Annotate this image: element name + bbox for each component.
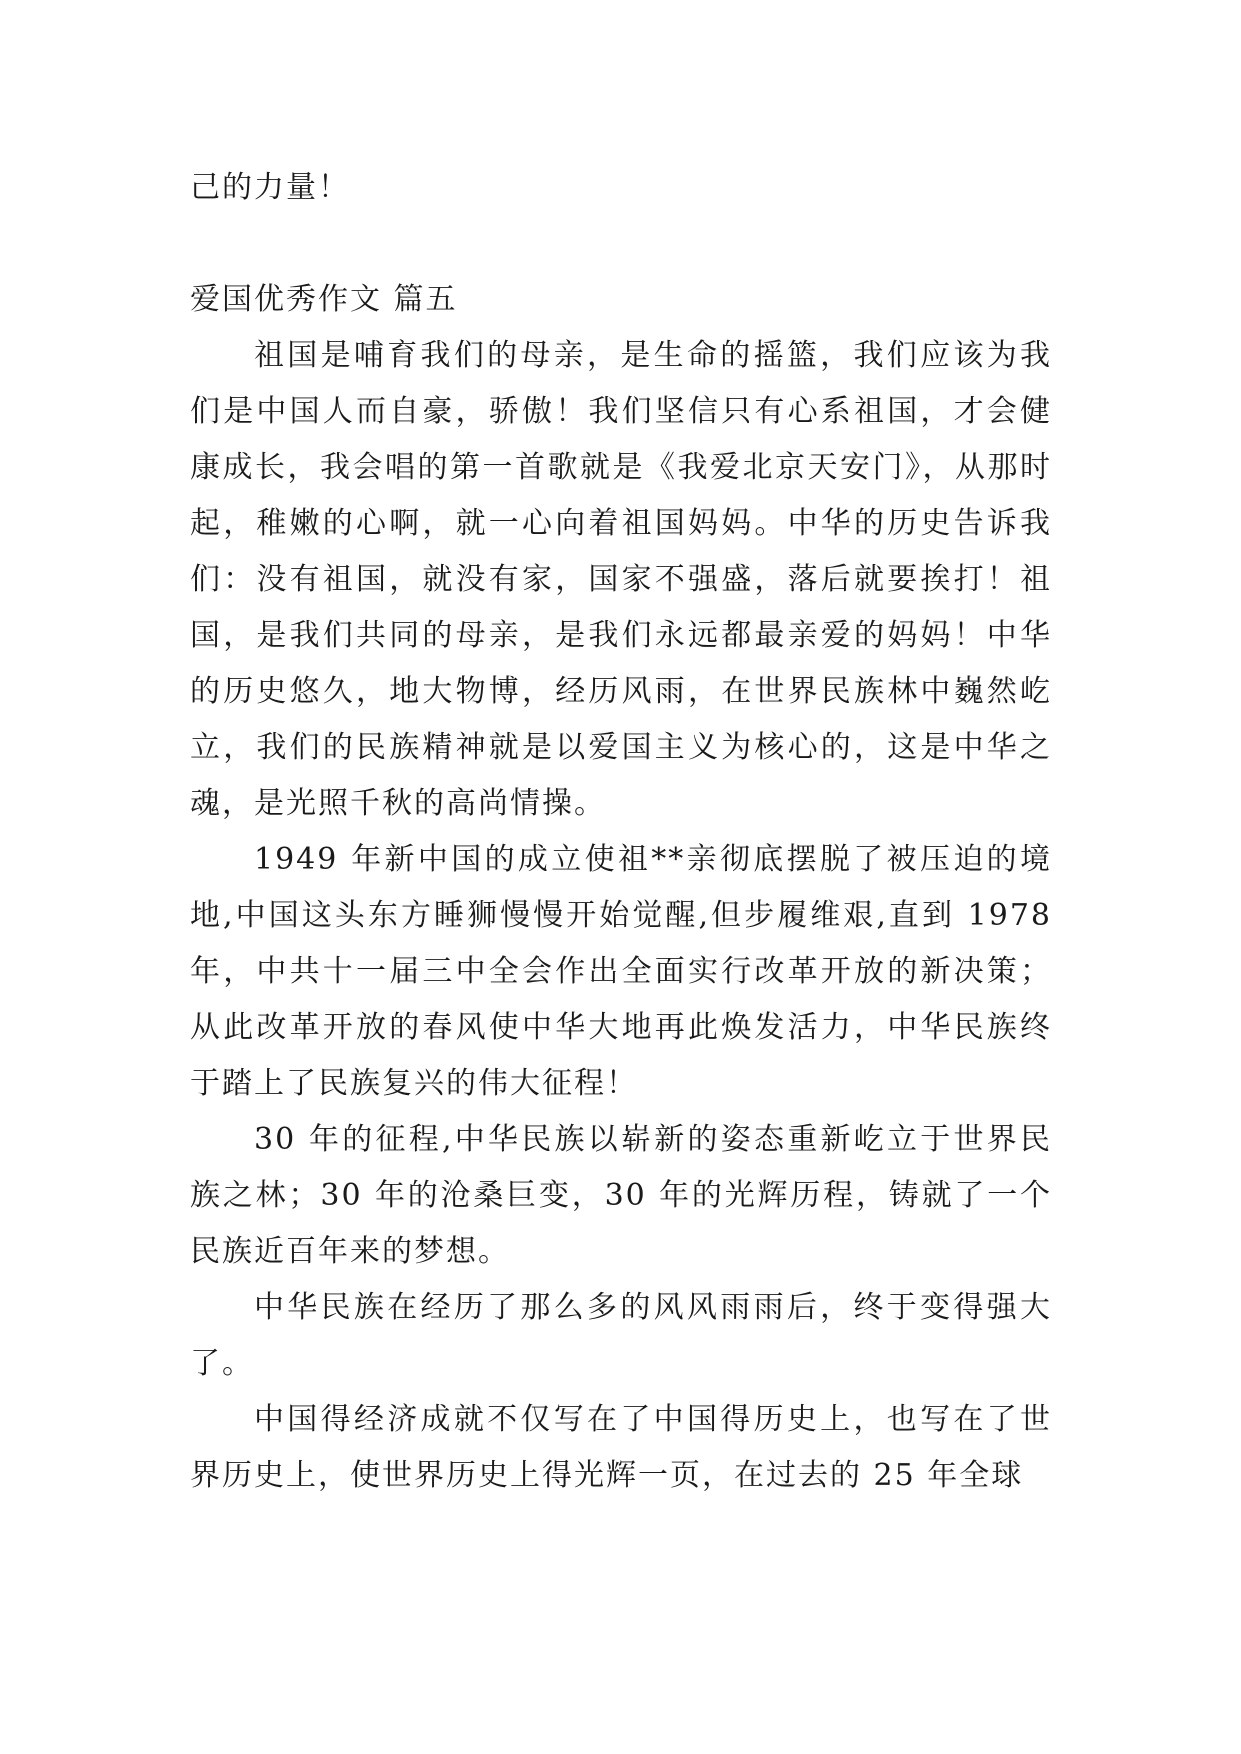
paragraph: 中国得经济成就不仅写在了中国得历史上，也写在了世界历史上，使世界历史上得光辉一页，在过去的 25 年全球: [190, 1402, 1052, 1493]
paragraph: 祖国是哺育我们的母亲，是生命的摇篮，我们应该为我们是中国人而自豪，骄傲！我们坚信只有心系祖国，才会健康成长，我会唱的第一首歌就是《我爱北京天安门》，从那时起，稚嫩的心啊，就一心向着祖国妈妈。中华的历史告诉我们：没有祖国，就没有家，国家不强盛，落后就要挨打！祖国，是我们共同的母亲，是我们永远都最亲爱的妈妈！中华的历史悠久，地大物博，经历风雨，在世界民族林中巍然屹立，我们的民族精神就是以爱国主义为核心的，这是中华之魂，是光照千秋的高尚情操。: [190, 338, 1052, 821]
paragraph: 30 年的征程,中华民族以崭新的姿态重新屹立于世界民族之林；30 年的沧桑巨变，30 年的光辉历程，铸就了一个民族近百年来的梦想。: [190, 1122, 1052, 1269]
essay-body: [190, 328, 1052, 1504]
paragraph: 1949 年新中国的成立使祖**亲彻底摆脱了被压迫的境地,中国这头东方睡狮慢慢开始觉醒,但步履维艰,直到 1978 年，中共十一届三中全会作出全面实行改革开放的新决策；从此改革开放的春风使中华大地再此焕发活力，中华民族终于踏上了民族复兴的伟大征程！: [190, 842, 1052, 1101]
continuation-line: 己的力量！: [190, 170, 350, 205]
paragraph: 中华民族在经历了那么多的风风雨雨后，终于变得强大了。: [190, 1290, 1052, 1381]
section-title: 爱国优秀作文 篇五: [190, 282, 458, 317]
